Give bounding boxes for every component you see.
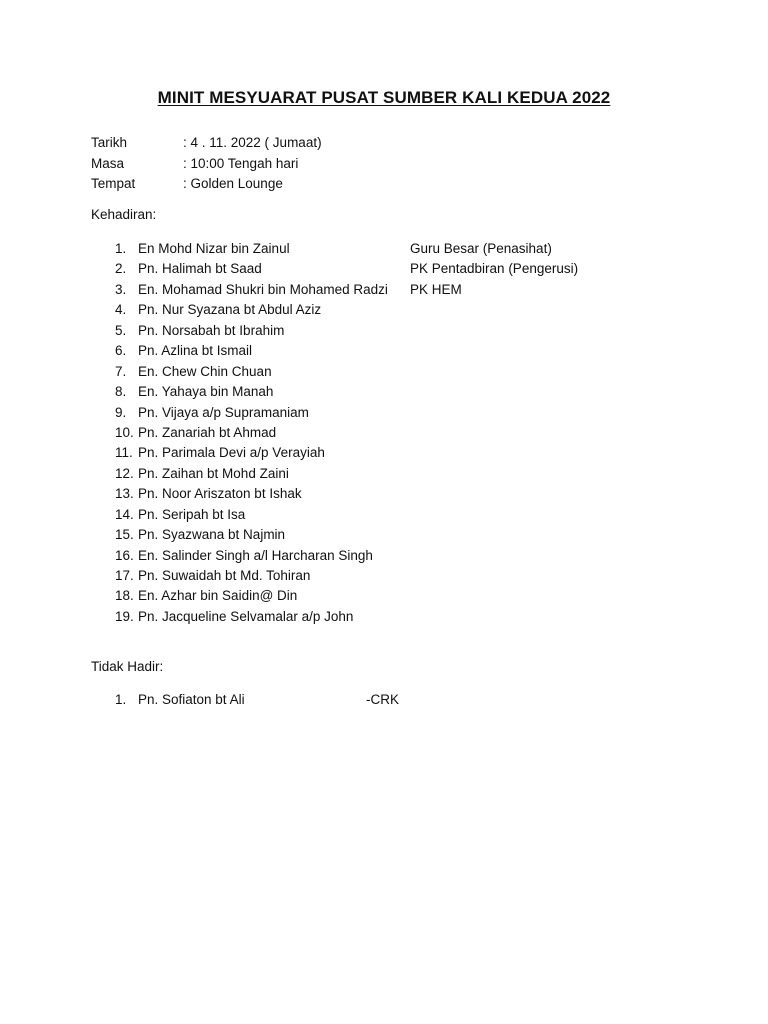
attendee-role [410, 464, 610, 484]
meta-row-time [91, 154, 322, 175]
item-number [91, 423, 138, 443]
item-number-text: 8. [115, 384, 127, 400]
attendee-role [410, 321, 610, 341]
attendee-role [410, 341, 610, 361]
attendee-role [410, 484, 610, 504]
item-number [91, 546, 138, 566]
list-item [91, 607, 610, 627]
attendee-name: Pn. Norsabah bt Ibrahim [138, 322, 285, 338]
item-number-text: 5. [115, 322, 127, 338]
list-item [91, 280, 610, 300]
item-number-text: 4. [115, 302, 127, 318]
attendee-name: En Mohd Nizar bin Zainul [138, 241, 290, 256]
item-number [91, 300, 138, 320]
item-number [91, 464, 138, 484]
attendee-name: En. Salinder Singh a/l Harcharan Singh [138, 547, 373, 563]
attendee-name: En. Azhar bin Saidin@ Din [138, 588, 298, 604]
meta-label: Masa [91, 155, 125, 171]
list-item [91, 484, 610, 504]
list-item [91, 300, 610, 320]
attendee-name: Pn. Nur Syazana bt Abdul Aziz [138, 302, 322, 318]
meta-row-venue [91, 174, 322, 195]
list-item [91, 443, 610, 463]
list-item [91, 690, 399, 710]
list-item [91, 403, 610, 423]
absent-heading: Tidak Hadir: [91, 659, 164, 674]
attendee-role [410, 607, 610, 627]
meeting-details [91, 133, 322, 195]
attendee-role [410, 362, 610, 382]
item-number [91, 382, 138, 402]
attendee-name: Pn. Vijaya a/p Supramaniam [138, 404, 309, 420]
list-item [91, 505, 610, 525]
meta-value: : Golden Lounge [183, 176, 283, 191]
list-item [91, 464, 610, 484]
attendee-name: Pn. Parimala Devi a/p Verayiah [138, 445, 325, 461]
item-number-text: 16. [115, 547, 134, 563]
attendee-name: Pn. Noor Ariszaton bt Ishak [138, 486, 302, 502]
attendee-name: En. Mohamad Shukri bin Mohamed Radzi [138, 281, 388, 297]
item-number-text: 18. [115, 588, 134, 604]
item-number [91, 362, 138, 382]
meta-label: Tempat [91, 176, 136, 191]
attendee-role [410, 403, 610, 423]
attendee-role [410, 525, 610, 545]
attendee-role: PK HEM [410, 281, 462, 297]
item-number [91, 484, 138, 504]
item-number-text: 6. [115, 343, 127, 359]
item-number [91, 690, 138, 710]
attendee-role: Guru Besar (Penasihat) [410, 241, 552, 256]
item-number-text: 1. [115, 241, 127, 256]
item-number [91, 280, 138, 300]
item-number-text: 10. [115, 424, 134, 440]
item-number-text: 15. [115, 527, 134, 543]
list-item [91, 586, 610, 606]
list-item [91, 566, 610, 586]
attendee-name: En. Yahaya bin Manah [138, 384, 274, 400]
absent-list [91, 690, 399, 710]
item-number-text: 19. [115, 608, 134, 624]
item-number [91, 259, 138, 279]
attendee-name: Pn. Zaihan bt Mohd Zaini [138, 465, 289, 481]
absentee-name: Pn. Sofiaton bt Ali [138, 692, 245, 707]
item-number [91, 566, 138, 586]
list-item [91, 546, 610, 566]
list-item [91, 525, 610, 545]
item-number [91, 403, 138, 423]
attendee-role [410, 300, 610, 320]
item-number [91, 239, 138, 259]
attendee-role: PK Pentadbiran (Pengerusi) [410, 261, 579, 277]
list-item [91, 341, 610, 361]
item-number-text: 1. [115, 692, 127, 707]
meta-value: : 4 . 11. 2022 ( Jumaat) [183, 135, 322, 150]
item-number-text: 14. [115, 506, 134, 522]
item-number-text: 2. [115, 261, 127, 277]
item-number-text: 17. [115, 568, 134, 583]
attendee-role [410, 443, 610, 463]
attendance-heading: Kehadiran: [91, 207, 157, 222]
item-number [91, 607, 138, 627]
list-item [91, 423, 610, 443]
attendee-name: Pn. Halimah bt Saad [138, 261, 262, 277]
item-number [91, 321, 138, 341]
attendance-list [91, 239, 610, 627]
item-number [91, 525, 138, 545]
item-number-text: 7. [115, 363, 127, 379]
attendee-name: En. Chew Chin Chuan [138, 363, 272, 379]
item-number-text: 3. [115, 281, 127, 297]
item-number-text: 9. [115, 404, 127, 420]
attendee-name: Pn. Seripah bt Isa [138, 506, 246, 522]
absentee-note: -CRK [366, 692, 399, 707]
attendee-role [410, 586, 610, 606]
item-number-text: 11. [115, 445, 133, 461]
item-number [91, 505, 138, 525]
attendee-name: Pn. Suwaidah bt Md. Tohiran [138, 568, 311, 583]
item-number-text: 13. [115, 486, 134, 502]
attendee-role [410, 546, 610, 566]
meta-row-date [91, 133, 322, 154]
item-number-text: 12. [115, 465, 134, 481]
attendee-name: Pn. Zanariah bt Ahmad [138, 424, 277, 440]
meta-value: : 10:00 Tengah hari [183, 155, 299, 171]
list-item [91, 362, 610, 382]
attendee-name: Pn. Azlina bt Ismail [138, 343, 253, 359]
attendee-name: Pn. Jacqueline Selvamalar a/p John [138, 608, 354, 624]
item-number [91, 586, 138, 606]
list-item [91, 321, 610, 341]
attendee-role [410, 423, 610, 443]
attendee-role [410, 505, 610, 525]
list-item [91, 382, 610, 402]
page-title: MINIT MESYUARAT PUSAT SUMBER KALI KEDUA 2022 [157, 88, 611, 107]
attendee-role [410, 382, 610, 402]
attendee-name: Pn. Syazwana bt Najmin [138, 527, 286, 543]
list-item [91, 259, 610, 279]
meta-label: Tarikh [91, 135, 128, 150]
item-number [91, 341, 138, 361]
attendee-role [410, 566, 610, 586]
list-item [91, 239, 610, 259]
item-number [91, 443, 138, 463]
